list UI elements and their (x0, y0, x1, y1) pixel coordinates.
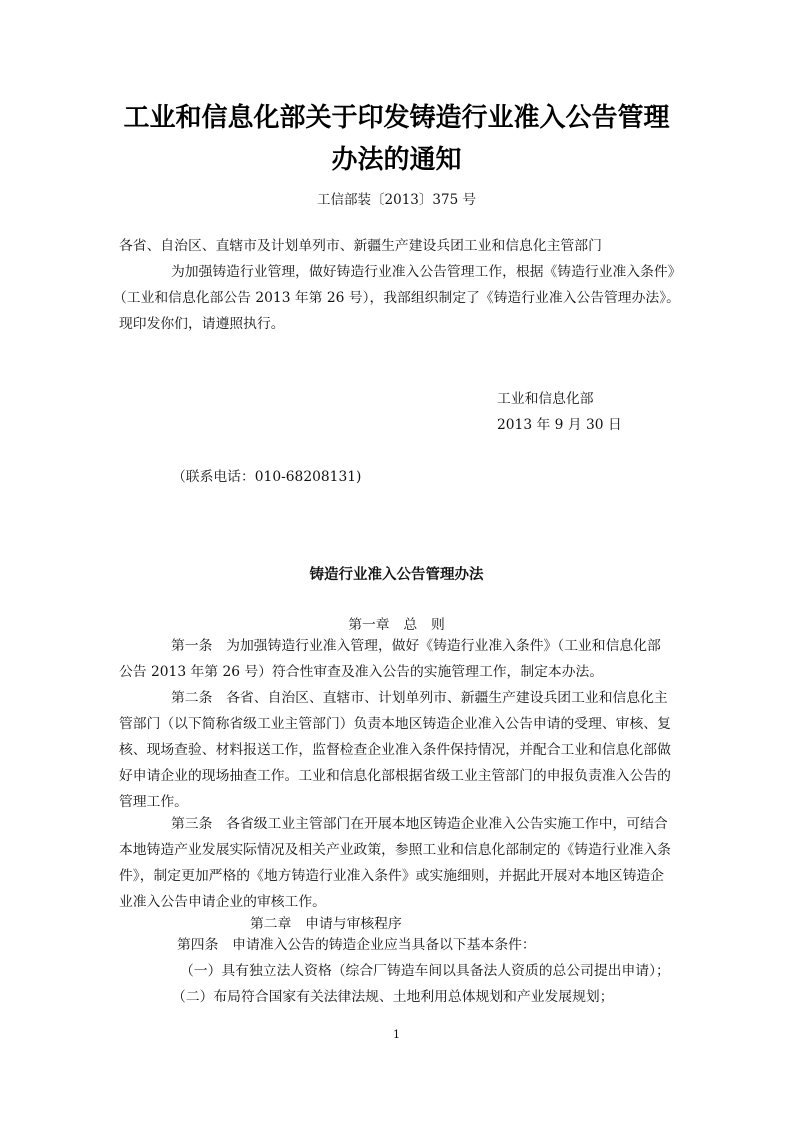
article-3-line: 本地铸造产业发展实际情况及相关产业政策，参照工业和信息化部制定的《铸造行业准入条 (119, 842, 671, 858)
article-3-line: 第三条 各省级工业主管部门在开展本地区铸造企业准入公告实施工作中，可结合 (171, 816, 668, 832)
article-2-line: 第二条 各省、自治区、直辖市、计划单列市、新疆生产建设兵团工业和信息化主 (171, 690, 668, 706)
article-1-line: 第一条 为加强铸造行业准入管理，做好《铸造行业准入条件》（工业和信息化部 (171, 638, 661, 654)
page-number: 1 (393, 1028, 400, 1041)
article-2-line: 好申请企业的现场抽查工作。工业和信息化部根据省级工业主管部门的申报负责准入公告的 (119, 768, 671, 784)
article-4 (172, 932, 733, 1010)
signature-date: 2013 年 9 月 30 日 (497, 417, 622, 433)
document-number: 工信部装〔2013〕375 号 (317, 192, 476, 208)
document-title-line-2: 办法的通知 (331, 145, 462, 175)
article-1 (119, 633, 675, 685)
addressee: 各省、自治区、直辖市及计划单列市、新疆生产建设兵团工业和信息化主管部门 (119, 238, 602, 254)
chapter-1-title: 第一章 总 则 (348, 617, 445, 633)
article-4-item: （二）布局符合国家有关法律法规、土地利用总体规划和产业发展规划； (172, 989, 614, 1005)
article-4-line: 第四条 申请准入公告的铸造企业应当具备以下基本条件： (177, 937, 536, 953)
measures-title: 铸造行业准入公告管理办法 (309, 567, 484, 583)
article-3-line: 业准入公告申请企业的审核工作。 (119, 894, 326, 910)
article-3 (119, 811, 675, 915)
article-3-line: 件》，制定更加严格的《地方铸造行业准入条件》或实施细则，并据此开展对本地区铸造企 (119, 868, 664, 884)
article-2-line: 核、现场查验、材料报送工作，监督检查企业准入条件保持情况，并配合工业和信息化部做 (119, 742, 671, 758)
article-2 (119, 685, 675, 815)
article-2-line: 管部门（以下简称省级工业主管部门）负责本地区铸造企业准入公告申请的受理、审核、复 (119, 716, 671, 732)
document-title-line-1: 工业和信息化部关于印发铸造行业准入公告管理 (123, 103, 670, 133)
notice-line-2: （工业和信息化部公告 2013 年第 26 号），我部组织制定了《铸造行业准入公告管理办法》。 (113, 290, 680, 306)
notice-line-3: 现印发你们，请遵照执行。 (119, 316, 285, 332)
article-1-line: 公告 2013 年第 26 号）符合性审查及准入公告的实施管理工作，制定本办法。 (119, 664, 604, 680)
article-4-item: （一）具有独立法人资格（综合厂铸造车间以具备法人资质的总公司提出申请）； (180, 963, 670, 979)
signature-org: 工业和信息化部 (497, 391, 594, 407)
notice-line-1: 为加强铸造行业管理，做好铸造行业准入公告管理工作，根据《铸造行业准入条件》 (171, 264, 682, 280)
notice-body (113, 233, 682, 337)
article-2-line: 管理工作。 (119, 794, 188, 810)
contact-phone: （联系电话：010-68208131) (172, 469, 362, 485)
chapter-2-title: 第二章 申请与审核程序 (250, 916, 402, 932)
